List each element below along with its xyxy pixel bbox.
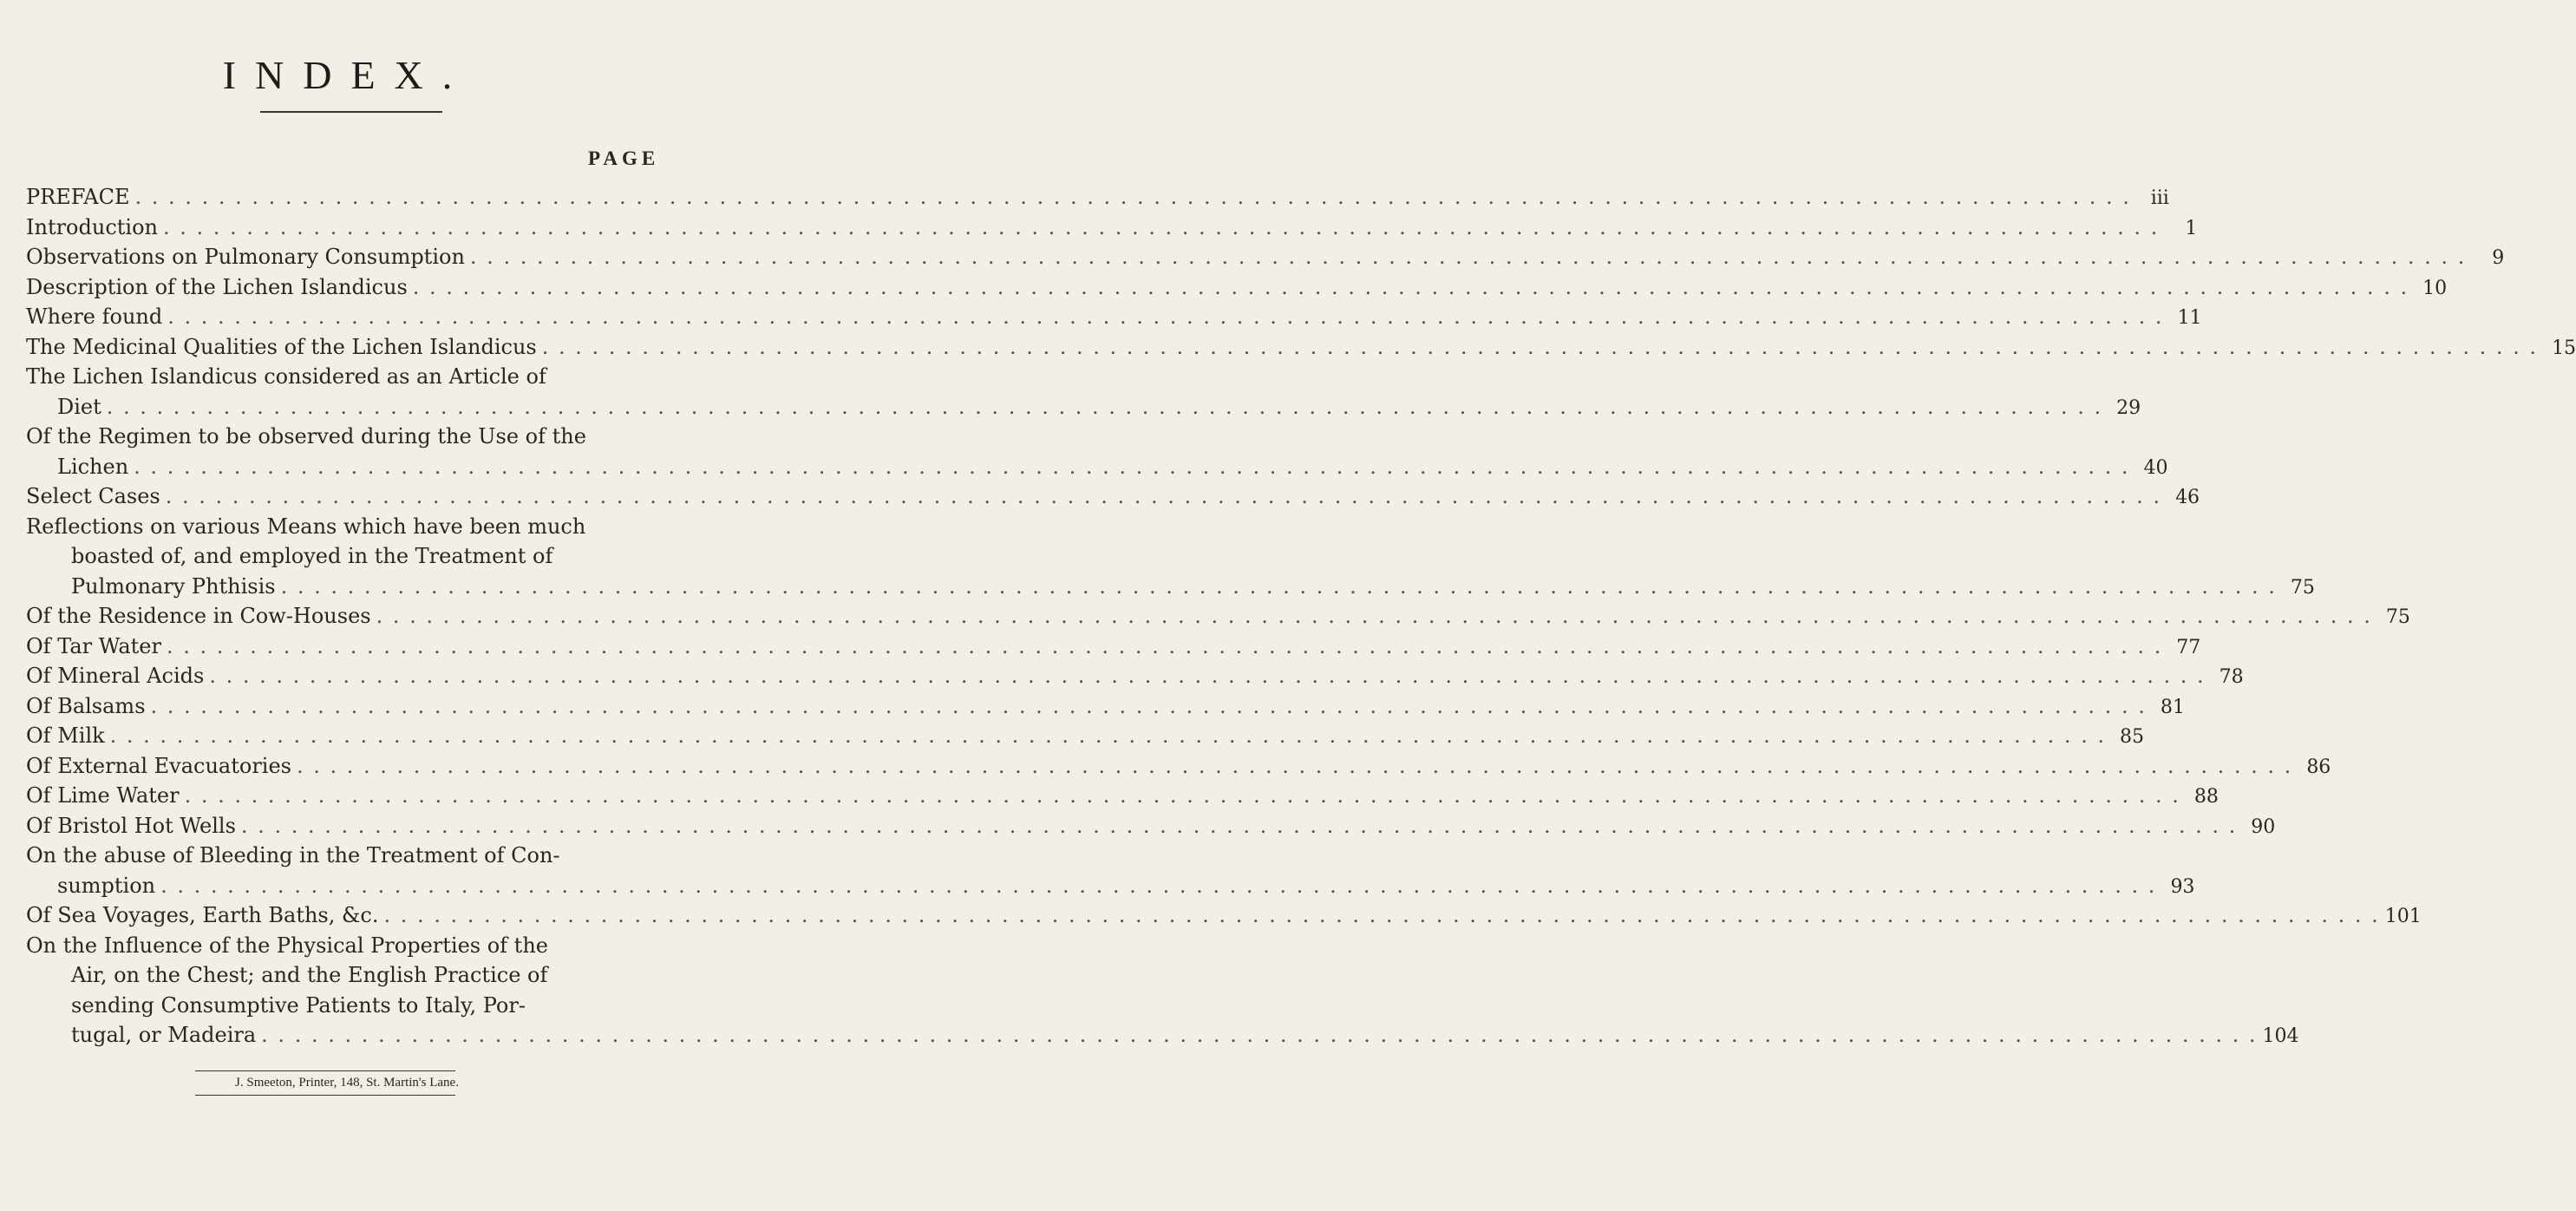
index-entry [26,811,2276,841]
entry-line [26,871,2195,901]
page-number: 40 [2143,456,2168,479]
page-number: 104 [2262,1025,2299,1047]
entry-line [26,691,2185,722]
entry-text: On the abuse of Bleeding in the Treatment of Con- [26,843,560,867]
entry-text: Of Lime Water [26,783,180,808]
leader-dots: . . . . . . . . . . . . . . . . . . . . . . . . . . . . . . . . . . . . . . . . . . . . . . . . . . . . . . . . . . . . . . . . . . . . . . . . . . . . . . . . . . . . . . . . . . . . . . . . . . . . . . . . . . . . . . . . . . . . . . . . [134,454,2130,479]
entry-text: Of Sea Voyages, Earth Baths, &c. [26,903,379,927]
entry-text: Of the Residence in Cow-Houses [26,604,371,628]
entry-text: Of Tar Water [26,633,161,658]
index-entry [26,512,2315,602]
entry-text: Observations on Pulmonary Consumption [26,245,465,269]
leader-dots: . . . . . . . . . . . . . . . . . . . . . . . . . . . . . . . . . . . . . . . . . . . . . . . . . . . . . . . . . . . . . . . . . . . . . . . . . . . . . . . . . . . . . . . . . . . . . . . . . . . . . . . . . . . . . . . . . . . . . . . . [109,723,2106,748]
entry-text: On the Influence of the Physical Properties of the [26,933,548,958]
page-number: 15 [2552,337,2576,359]
entry-line [26,960,672,991]
page-number: 46 [2175,487,2200,508]
page-number: 77 [2176,636,2201,658]
entry-text: Introduction [26,214,158,239]
entry-text: Description of the Lichen Islandicus [26,274,408,299]
index-entry [26,900,2422,931]
leader-dots: . . . . . . . . . . . . . . . . . . . . . . . . . . . . . . . . . . . . . . . . . . . . . . . . . . . . . . . . . . . . . . . . . . . . . . . . . . . . . . . . . . . . . . . . . . . . . . . . . . . . . . . . . . . . . . . . . . . . . . . . [541,334,2539,359]
entry-text: boasted of, and employed in the Treatment of [71,544,553,568]
leader-dots: . . . . . . . . . . . . . . . . . . . . . . . . . . . . . . . . . . . . . . . . . . . . . . . . . . . . . . . . . . . . . . . . . . . . . . . . . . . . . . . . . . . . . . . . . . . . . . . . . . . . . . . . . . . . . . . . . . . . . . . . [166,633,2163,658]
index-entry [26,302,2202,332]
index-entry [26,422,2168,481]
index-entry [26,182,2169,213]
entry-text: tugal, or Madeira [71,1023,257,1047]
leader-dots: . . . . . . . . . . . . . . . . . . . . . . . . . . . . . . . . . . . . . . . . . . . . . . . . . . . . . . . . . . . . . . . . . . . . . . . . . . . . . . . . . . . . . . . . . . . . . . . . . . . . . . . . . . . . . . . . . . . . . . . . [469,245,2467,269]
entry-text: Air, on the Chest; and the English Practice of [71,963,548,987]
index-entry [26,632,2201,662]
index-entry [26,242,2505,272]
entry-line [26,422,672,452]
entry-text: Lichen [57,454,129,479]
imprint-rule-top [195,1070,455,1071]
printer-imprint: J. Smeeton, Printer, 148, St. Martin's Lane. [235,1076,459,1090]
leader-dots: . . . . . . . . . . . . . . . . . . . . . . . . . . . . . . . . . . . . . . . . . . . . . . . . . . . . . . . . . . . . . . . . . . . . . . . . . . . . . . . . . . . . . . . . . . . . . . . . . . . . . . . . . . . . . . . . . . . . . . . . [280,573,2277,599]
leader-dots: . . . . . . . . . . . . . . . . . . . . . . . . . . . . . . . . . . . . . . . . . . . . . . . . . . . . . . . . . . . . . . . . . . . . . . . . . . . . . . . . . . . . . . . . . . . . . . . . . . . . . . . . . . . . . . . . . . . . . . . . [297,753,2293,778]
index-entry [26,661,2244,691]
entry-text: PREFACE [26,185,130,209]
index-entries [26,182,2576,1051]
entry-text: Of Milk [26,723,105,748]
title-rule [260,111,442,113]
entry-line [26,781,2219,811]
entry-text: The Lichen Islandicus considered as an Article of [26,364,546,389]
entry-line [26,991,672,1021]
entry-text: Reflections on various Means which have been much [26,514,586,539]
leader-dots: . . . . . . . . . . . . . . . . . . . . . . . . . . . . . . . . . . . . . . . . . . . . . . . . . . . . . . . . . . . . . . . . . . . . . . . . . . . . . . . . . . . . . . . . . . . . . . . . . . . . . . . . . . . . . . . . . . . . . . . . [163,214,2160,239]
entry-text: Of Balsams [26,693,146,718]
entry-line [26,392,2141,422]
leader-dots: . . . . . . . . . . . . . . . . . . . . . . . . . . . . . . . . . . . . . . . . . . . . . . . . . . . . . . . . . . . . . . . . . . . . . . . . . . . . . . . . . . . . . . . . . . . . . . . . . . . . . . . . . . . . . . . . . . . . . . . . [376,604,2372,628]
index-entry [26,362,2141,422]
leader-dots: . . . . . . . . . . . . . . . . . . . . . . . . . . . . . . . . . . . . . . . . . . . . . . . . . . . . . . . . . . . . . . . . . . . . . . . . . . . . . . . . . . . . . . . . . . . . . . . . . . . . . . . . . . . . . . . . . . . . . . . . [412,274,2409,299]
entry-line [26,1020,2299,1051]
page-number: 78 [2219,666,2244,688]
leader-dots: . . . . . . . . . . . . . . . . . . . . . . . . . . . . . . . . . . . . . . . . . . . . . . . . . . . . . . . . . . . . . . . . . . . . . . . . . . . . . . . . . . . . . . . . . . . . . . . . . . . . . . . . . . . . . . . . . . . . . . . . [150,693,2147,718]
leader-dots: . . . . . . . . . . . . . . . . . . . . . . . . . . . . . . . . . . . . . . . . . . . . . . . . . . . . . . . . . . . . . . . . . . . . . . . . . . . . . . . . . . . . . . . . . . . . . . . . . . . . . . . . . . . . . . . . . . . . . . . . [209,664,2206,688]
leader-dots: . . . . . . . . . . . . . . . . . . . . . . . . . . . . . . . . . . . . . . . . . . . . . . . . . . . . . . . . . . . . . . . . . . . . . . . . . . . . . . . . . . . . . . . . . . . . . . . . . . . . . . . . . . . . . . . . . . . . . . . . [167,304,2164,329]
entry-line [26,751,2331,782]
index-entry [26,272,2448,303]
leader-dots: . . . . . . . . . . . . . . . . . . . . . . . . . . . . . . . . . . . . . . . . . . . . . . . . . . . . . . . . . . . . . . . . . . . . . . . . . . . . . . . . . . . . . . . . . . . . . . . . . . . . . . . . . . . . . . . . . . . . . . . . [160,873,2157,898]
entry-text: sumption [57,873,156,898]
entry-line [26,481,2200,512]
page-number: 85 [2119,726,2144,748]
index-entry [26,601,2410,632]
page-number: 81 [2160,696,2185,718]
imprint-rule-bottom [195,1095,455,1096]
leader-dots: . . . . . . . . . . . . . . . . . . . . . . . . . . . . . . . . . . . . . . . . . . . . . . . . . . . . . . . . . . . . . . . . . . . . . . . . . . . . . . . . . . . . . . . . . . . . . . . . . . . . . . . . . . . . . . . . . . . . . . . . [165,484,2162,508]
entry-line [26,931,672,961]
entry-text: Of Mineral Acids [26,664,205,688]
entry-line [26,182,2169,213]
entry-line [26,362,672,392]
leader-dots: . . . . . . . . . . . . . . . . . . . . . . . . . . . . . . . . . . . . . . . . . . . . . . . . . . . . . . . . . . . . . . . . . . . . . . . . . . . . . . . . . . . . . . . . . . . . . . . . . . . . . . . . . . . . . . . . . . . . . . . . [134,185,2131,209]
index-entry [26,751,2331,782]
entry-text: Of External Evacuatories [26,753,291,778]
page-number: iii [2150,187,2169,209]
entry-line [26,213,2198,243]
leader-dots: . . . . . . . . . . . . . . . . . . . . . . . . . . . . . . . . . . . . . . . . . . . . . . . . . . . . . . . . . . . . . . . . . . . . . . . . . . . . . . . . . . . . . . . . . . . . . . . . . . . . . . . . . . . . . . . . . . . . . . . . [106,394,2103,419]
page-number: 10 [2422,277,2448,299]
index-entry [26,781,2219,811]
entry-line [26,632,2201,662]
entry-text: Diet [57,394,101,419]
entry-text: Pulmonary Phthisis [71,573,276,599]
entry-text: Where found [26,304,163,329]
entry-line [26,541,672,572]
entry-line [26,841,672,871]
page-column-label: PAGE [588,147,660,169]
page-number: 88 [2194,786,2219,808]
page-number: 90 [2251,815,2276,838]
entry-text: Of Bristol Hot Wells [26,813,236,838]
entry-line [26,272,2448,303]
index-entry [26,332,2576,363]
entry-text: Of the Regimen to be observed during the Use of the [26,424,586,448]
entry-line [26,721,2144,751]
entry-line [26,452,2168,482]
entry-line [26,900,2422,931]
entry-line [26,601,2410,632]
index-entry [26,691,2185,722]
entry-line [26,302,2202,332]
page-number: 93 [2170,875,2195,898]
page-number: 86 [2306,756,2331,778]
page-number: 1 [2185,217,2198,239]
leader-dots: . . . . . . . . . . . . . . . . . . . . . . . . . . . . . . . . . . . . . . . . . . . . . . . . . . . . . . . . . . . . . . . . . . . . . . . . . . . . . . . . . . . . . . . . . . . . . . . . . . . . . . . . . . . . . . . . . . . . . . . . [261,1023,2258,1047]
entry-line [26,512,672,542]
leader-dots: . . . . . . . . . . . . . . . . . . . . . . . . . . . . . . . . . . . . . . . . . . . . . . . . . . . . . . . . . . . . . . . . . . . . . . . . . . . . . . . . . . . . . . . . . . . . . . . . . . . . . . . . . . . . . . . . . . . . . . . . [240,813,2238,838]
entry-text: sending Consumptive Patients to Italy, Por- [71,992,526,1018]
entry-line [26,661,2244,691]
entry-line [26,332,2576,363]
entry-line [26,242,2505,272]
entry-line [26,572,2315,602]
page-number: 75 [2290,576,2315,599]
page-title: INDEX. [222,53,472,97]
entry-text: Select Cases [26,484,160,508]
leader-dots: . . . . . . . . . . . . . . . . . . . . . . . . . . . . . . . . . . . . . . . . . . . . . . . . . . . . . . . . . . . . . . . . . . . . . . . . . . . . . . . . . . . . . . . . . . . . . . . . . . . . . . . . . . . . . . . . . . . . . . . . [383,903,2380,927]
index-entry [26,841,2195,900]
index-entry [26,931,2299,1051]
entry-line [26,811,2276,841]
index-entry [26,213,2198,243]
page-number: 11 [2177,307,2202,329]
index-entry [26,481,2200,512]
entry-text: The Medicinal Qualities of the Lichen Islandicus [26,334,537,359]
page-number: 101 [2384,906,2422,927]
page-number: 9 [2492,247,2505,269]
page-number: 75 [2385,606,2410,628]
index-entry [26,721,2144,751]
page-number: 29 [2116,396,2141,419]
leader-dots: . . . . . . . . . . . . . . . . . . . . . . . . . . . . . . . . . . . . . . . . . . . . . . . . . . . . . . . . . . . . . . . . . . . . . . . . . . . . . . . . . . . . . . . . . . . . . . . . . . . . . . . . . . . . . . . . . . . . . . . . [184,783,2180,808]
